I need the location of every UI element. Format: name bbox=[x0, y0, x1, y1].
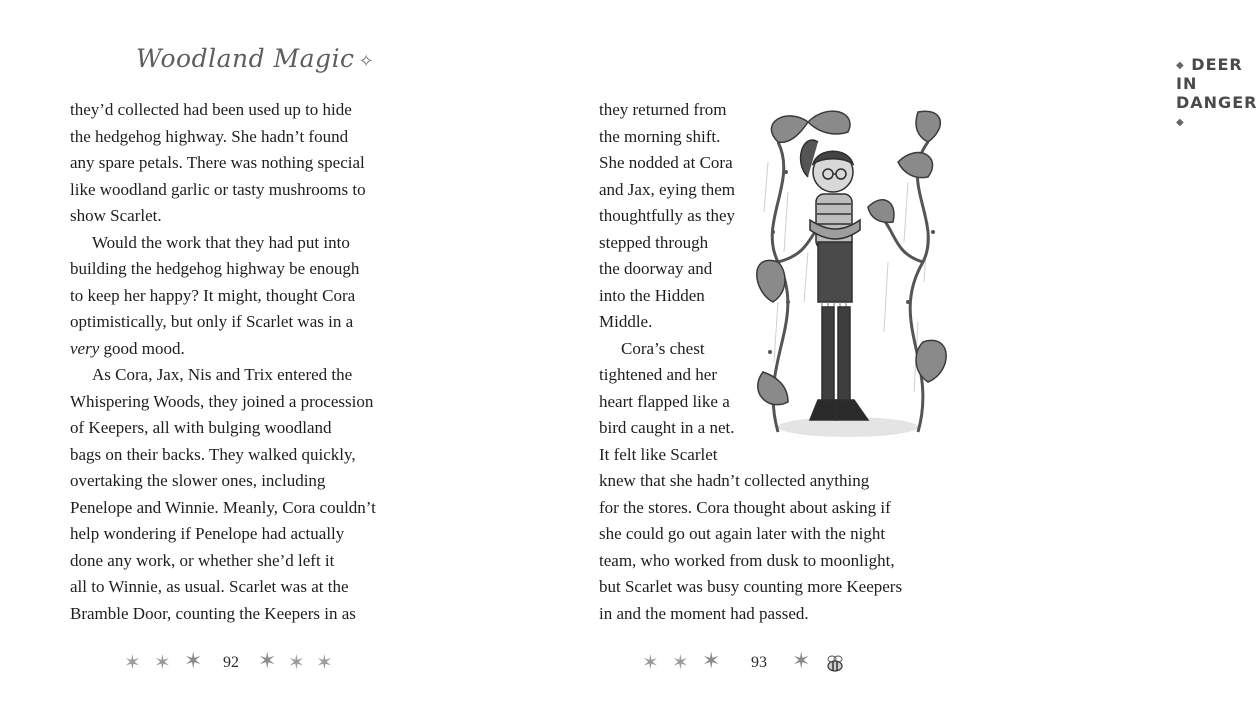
text-line: It felt like Scarlet bbox=[599, 444, 718, 464]
text-line: Whispering Woods, they joined a procession bbox=[70, 391, 374, 411]
star-icon: ✶ bbox=[672, 652, 689, 674]
girl-in-bramble-illustration bbox=[748, 102, 948, 442]
text-line: she could go out again later with the night bbox=[599, 524, 886, 543]
emphasis-word: very bbox=[70, 338, 100, 358]
text-line: like woodland garlic or tasty mushrooms to bbox=[70, 179, 366, 199]
text-line: bags on their backs. They walked quickly, bbox=[70, 444, 356, 464]
text-line: bird caught in a net. bbox=[599, 418, 735, 437]
text-line: show Scarlet. bbox=[70, 206, 162, 225]
text-line: to keep her happy? It might, thought Cora bbox=[70, 285, 356, 305]
fairy-icon: ✧ bbox=[358, 51, 375, 72]
text-line: Penelope and Winnie. Meanly, Cora couldn’t bbox=[70, 497, 376, 517]
text-line: and Jax, eying them bbox=[599, 179, 735, 199]
star-icon: ✶ bbox=[154, 652, 171, 674]
running-header-right bbox=[1176, 55, 1257, 131]
body-text-left bbox=[70, 97, 376, 627]
text-line: help wondering if Penelope had actually bbox=[70, 524, 345, 543]
text-line: optimistically, but only if Scarlet was in a bbox=[70, 312, 354, 331]
star-icon: ✶ bbox=[184, 648, 203, 673]
text-line: Bramble Door, counting the Keepers in as bbox=[70, 603, 356, 623]
text-line: in and the moment had passed. bbox=[599, 603, 809, 623]
text-line: into the Hidden bbox=[599, 285, 705, 305]
text-line: of Keepers, all with bulging woodland bbox=[70, 418, 332, 437]
book-title: Woodland Magic bbox=[136, 44, 355, 73]
text-line: Middle. bbox=[599, 312, 653, 331]
star-icon: ✶ bbox=[316, 652, 333, 674]
left-page bbox=[0, 0, 498, 721]
text-line: heart flapped like a bbox=[599, 391, 730, 411]
text-line: knew that she hadn’t collected anything bbox=[599, 471, 870, 490]
footer-right bbox=[498, 648, 996, 681]
text-line: As Cora, Jax, Nis and Trix entered the bbox=[92, 365, 353, 384]
running-header-left bbox=[136, 44, 374, 73]
text-line-rest: good mood. bbox=[103, 338, 185, 358]
text-line: they’d collected had been used up to hide bbox=[70, 100, 352, 119]
text-line: stepped through bbox=[599, 232, 709, 252]
text-line: Cora’s chest bbox=[621, 338, 705, 358]
text-line: team, who worked from dusk to moonlight, bbox=[599, 550, 895, 570]
star-icon: ✶ bbox=[642, 652, 659, 674]
text-line: any spare petals. There was nothing special bbox=[70, 153, 365, 172]
text-line: building the hedgehog highway be enough bbox=[70, 259, 360, 278]
star-icon: ✶ bbox=[288, 652, 305, 674]
text-line: they returned from bbox=[599, 100, 727, 119]
leaf-icon: ◆ bbox=[1176, 60, 1185, 71]
star-icon: ✶ bbox=[258, 648, 277, 673]
text-line: Would the work that they had put into bbox=[92, 232, 350, 252]
bee-icon bbox=[824, 653, 846, 675]
text-line: for the stores. Cora thought about asking if bbox=[599, 497, 891, 517]
text-line: but Scarlet was busy counting more Keepers bbox=[599, 577, 903, 596]
leaf-icon: ◆ bbox=[1176, 117, 1185, 128]
text-line bbox=[70, 336, 376, 363]
star-icon: ✶ bbox=[702, 648, 721, 673]
text-line: tightened and her bbox=[599, 365, 718, 384]
page-number: 93 bbox=[751, 654, 767, 671]
text-line: all to Winnie, as usual. Scarlet was at the bbox=[70, 577, 349, 596]
chapter-title: DEER IN DANGER bbox=[1176, 55, 1257, 112]
text-line: She nodded at Cora bbox=[599, 153, 733, 172]
text-line: thoughtfully as they bbox=[599, 206, 735, 225]
text-line: done any work, or whether she’d left it bbox=[70, 550, 335, 570]
text-line: overtaking the slower ones, including bbox=[70, 471, 326, 490]
star-icon: ✶ bbox=[792, 648, 811, 673]
star-icon: ✶ bbox=[124, 652, 141, 674]
text-line: the morning shift. bbox=[599, 126, 721, 146]
page-number: 92 bbox=[223, 654, 239, 671]
text-line: the hedgehog highway. She hadn’t found bbox=[70, 126, 349, 146]
text-line: the doorway and bbox=[599, 259, 713, 278]
footer-left bbox=[0, 648, 498, 681]
